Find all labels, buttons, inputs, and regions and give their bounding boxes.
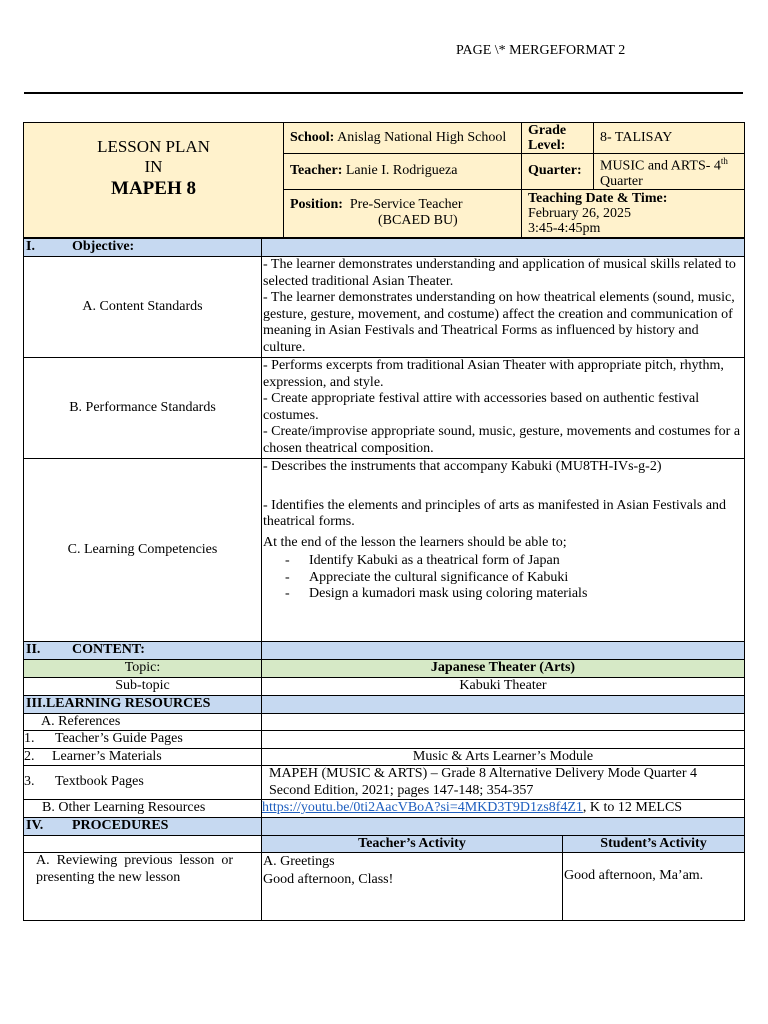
header-rule <box>24 92 743 94</box>
content-standards-label: A. Content Standards <box>24 257 262 358</box>
section-title: CONTENT: <box>72 642 145 658</box>
step-a-teacher-line-1: A. Greetings <box>263 854 335 869</box>
teacher-label: Teacher: <box>290 163 343 179</box>
lesson-plan-main-table <box>23 238 745 921</box>
step-a-teacher-line-2: Good afternoon, Class! <box>263 872 394 887</box>
school-value: Anislag National High School <box>337 129 507 145</box>
lesson-plan-header-table <box>23 122 745 238</box>
other-resources-value <box>262 800 745 818</box>
list-item: - Design a kumadori mask using coloring materials <box>285 586 742 603</box>
references-row <box>24 713 745 731</box>
activity-header-row <box>24 835 745 853</box>
list-item: - Appreciate the cultural significance of Kabuki <box>285 570 742 587</box>
subtopic-row <box>24 678 745 696</box>
step-a-label: A. Reviewing previous lesson or presenting the new lesson <box>24 853 262 921</box>
position-label: Position: <box>290 196 343 212</box>
quarter-value-text: MUSIC and ARTS- 4 <box>600 158 721 174</box>
learners-materials-row <box>24 748 745 766</box>
section-title: Objective: <box>72 239 135 255</box>
list-item: - Identify Kabuki as a theatrical form of Japan <box>285 553 742 570</box>
quarter-value-post: Quarter <box>600 173 643 189</box>
time-value: 3:45-4:45pm <box>528 220 601 236</box>
section-title: III.LEARNING RESOURCES <box>24 695 262 713</box>
other-resources-label: B. Other Learning Resources <box>24 800 262 818</box>
references-label: A. References <box>24 713 262 731</box>
item-number: 3. <box>24 774 35 790</box>
other-resources-row <box>24 800 745 818</box>
topic-row <box>24 660 745 678</box>
textbook-label: Textbook Pages <box>55 774 144 790</box>
textbook-value-2: Second Edition, 2021; pages 147-148; 354-357 <box>269 782 534 798</box>
teaching-date-cell <box>522 189 745 237</box>
section-number: II. <box>26 642 41 658</box>
step-a-student: Good afternoon, Ma’am. <box>563 853 745 921</box>
school-label: School: <box>290 129 335 145</box>
page-header-field: PAGE \* MERGEFORMAT 2 <box>456 43 626 58</box>
competency-1: - Describes the instruments that accompany Kabuki (MU8TH-IVs-g-2) <box>263 459 662 474</box>
textbook-value <box>262 766 745 800</box>
content-standards-row <box>24 257 745 358</box>
section-number: I. <box>26 239 35 255</box>
topic-label: Topic: <box>24 660 262 678</box>
procedure-step-a-row <box>24 853 745 921</box>
performance-standard-1: - Performs excerpts from traditional Asian Theater with appropriate pitch, rhythm, expression, and style. <box>263 358 724 390</box>
section-number: IV. <box>26 817 44 833</box>
section-procedures <box>24 817 745 835</box>
competency-list <box>263 553 742 603</box>
date-value: February 26, 2025 <box>528 205 632 221</box>
teacher-cell <box>284 154 522 190</box>
other-resources-rest: , K to 12 MELCS <box>582 800 683 815</box>
learning-competencies-label: C. Learning Competencies <box>24 459 262 642</box>
grade-label: Grade Level: <box>522 123 594 154</box>
student-activity-header: Student’s Activity <box>563 835 745 853</box>
teachers-guide-row <box>24 731 745 749</box>
content-standards-text <box>262 257 745 358</box>
title-line-2: IN <box>144 157 163 176</box>
section-content <box>24 642 745 660</box>
teacher-activity-header: Teacher’s Activity <box>262 835 563 853</box>
content-standard-2: - The learner demonstrates understanding on how theatrical elements (sound, music, gesture, gesture, movement, and costume) affect the creation and communication of meaning in Asian Festivals and Theatrical Forms as influenced by history and culture. <box>263 290 735 355</box>
section-resources <box>24 695 745 713</box>
performance-standards-text <box>262 358 745 459</box>
performance-standard-3: - Create/improvise appropriate sound, music, gesture, movements and costumes for a chosen theatrical composition. <box>263 424 741 456</box>
school-cell <box>284 123 522 154</box>
competency-2: - Identifies the elements and principles of arts as manifested in Asian Festivals and theatrical forms. <box>263 497 727 529</box>
textbook-row <box>24 766 745 800</box>
position-value: Pre-Service Teacher <box>349 196 463 212</box>
section-objective <box>24 239 745 257</box>
subtopic-value: Kabuki Theater <box>262 678 745 696</box>
lesson-plan-title <box>24 123 284 238</box>
position-cell <box>284 189 522 237</box>
position-value-2: (BCAED BU) <box>378 213 458 229</box>
section-title: PROCEDURES <box>72 817 169 833</box>
learners-materials-label: Learner’s Materials <box>52 748 162 764</box>
learning-competencies-text <box>262 459 745 642</box>
performance-standard-2: - Create appropriate festival attire with accessories based on authentic festival costumes. <box>263 391 700 423</box>
learning-competencies-row <box>24 459 745 642</box>
competency-intro: At the end of the lesson the learners should be able to; <box>263 534 567 550</box>
topic-value: Japanese Theater (Arts) <box>262 660 745 678</box>
performance-standards-label: B. Performance Standards <box>24 358 262 459</box>
textbook-value-1: MAPEH (MUSIC & ARTS) – Grade 8 Alternative Delivery Mode Quarter 4 <box>269 766 698 781</box>
title-line-3: MAPEH 8 <box>111 178 196 199</box>
quarter-value-sup: th <box>720 156 728 166</box>
youtube-link[interactable]: https://youtu.be/0ti2AacVBoA?si=4MKD3T9D1zs8f4Z1 <box>262 800 583 815</box>
item-number: 1. <box>24 731 35 746</box>
teacher-value: Lanie I. Rodrigueza <box>345 163 458 179</box>
item-number: 2. <box>24 748 35 764</box>
date-label: Teaching Date & Time: <box>528 190 668 206</box>
subtopic-label: Sub-topic <box>24 678 262 696</box>
learners-materials-value: Music & Arts Learner’s Module <box>262 748 745 766</box>
title-line-1: LESSON PLAN <box>97 137 210 156</box>
grade-value: 8- TALISAY <box>594 123 745 154</box>
teachers-guide-label: Teacher’s Guide Pages <box>55 731 183 746</box>
quarter-value <box>594 154 745 190</box>
performance-standards-row <box>24 358 745 459</box>
content-standard-1: - The learner demonstrates understanding and application of musical skills related to selected traditional Asian Theater. <box>263 257 736 289</box>
step-a-teacher <box>262 853 563 921</box>
quarter-label: Quarter: <box>522 154 594 190</box>
